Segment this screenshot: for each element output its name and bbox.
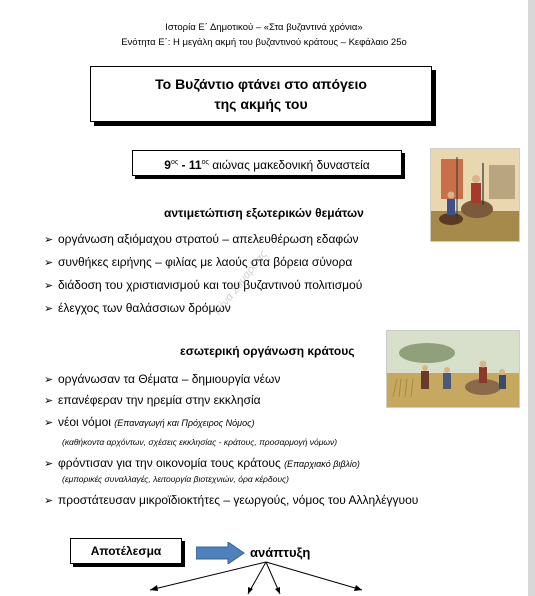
- result-box: Αποτέλεσμα: [70, 538, 182, 564]
- unit-header: Ενότητα Ε΄: Η μεγάλη ακμή του βυζαντινού κράτους – Κεφάλαιο 25ο: [121, 37, 407, 48]
- internal-heading: εσωτερική οργάνωση κράτους: [180, 344, 355, 358]
- century-end: 11: [188, 158, 202, 172]
- laws-details: (καθήκοντα αρχόντων, σχέσεις εκκλησίας - κράτους, προσαρμογή νόμων): [62, 437, 338, 447]
- laws-note: (Επαναγωγή και Πρόχειρος Νόμος): [114, 418, 255, 428]
- list-item: ➢ οργάνωσαν τα Θέματα – δημιουργία νέων: [44, 372, 281, 386]
- dynasty-text: αιώνας μακεδονική δυναστεία: [208, 158, 370, 172]
- arrow-bullet-icon: ➢: [44, 417, 54, 429]
- branch-arrows: [130, 560, 390, 596]
- list-item: ➢ οργάνωση αξιόμαχου στρατού – απελευθέρωση εδαφών: [44, 232, 359, 246]
- list-item: ➢ επανέφεραν την ηρεμία στην εκκλησία: [44, 393, 261, 407]
- watermark: Ρένα Σαμαρίνας: [212, 248, 270, 318]
- list-item: ➢ προστάτευσαν μικροϊδιοκτήτες – γεωργούς, νόμος του Αλληλέγγυου: [44, 493, 419, 507]
- arrow-bullet-icon: ➢: [44, 257, 54, 269]
- external-heading: αντιμετώπιση εξωτερικών θεμάτων: [164, 206, 364, 220]
- arrow-bullet-icon: ➢: [44, 234, 54, 246]
- economy-details: (εμπορικές συναλλαγές, λειτουργία βιοτεχνιών, όρα κέρδους): [62, 474, 290, 484]
- development-label: ανάπτυξη: [250, 545, 311, 560]
- century-start-suffix: ος: [170, 159, 179, 166]
- arrow-bullet-icon: ➢: [44, 374, 54, 386]
- subject-header: Ιστορία Ε΄ Δημοτικού – «Στα βυζαντινά χρόνια»: [165, 22, 363, 33]
- century-start: 9: [164, 158, 171, 172]
- list-item: ➢ διάδοση του χριστιανισμού και του βυζαντινού πολιτισμού: [44, 278, 363, 292]
- economy-note: (Επαρχιακό βιβλίο): [284, 459, 360, 469]
- list-item: ➢ έλεγχος των θαλάσσιων δρόμων: [44, 301, 231, 315]
- century-end-suffix: ος: [201, 159, 209, 166]
- arrow-bullet-icon: ➢: [44, 280, 54, 292]
- byzantine-knights-picture: [430, 148, 520, 242]
- dynasty-box: [132, 150, 402, 176]
- title-line-2: της ακμής του: [214, 96, 308, 112]
- arrow-bullet-icon: ➢: [44, 495, 54, 507]
- arrow-bullet-icon: ➢: [44, 303, 54, 315]
- arrow-bullet-icon: ➢: [44, 395, 54, 407]
- title-box: [90, 66, 432, 122]
- byzantine-farm-picture: [386, 330, 520, 408]
- century-dash: -: [178, 158, 189, 172]
- list-item: ➢ φρόντισαν για την οικονομία τους κράτους (Επαρχιακό βιβλίο): [44, 456, 360, 470]
- arrow-bullet-icon: ➢: [44, 458, 54, 470]
- list-item: ➢ νέοι νόμοι (Επαναγωγή και Πρόχειρος Νόμος): [44, 415, 255, 429]
- page-edge: [528, 0, 535, 596]
- list-item: ➢ συνθήκες ειρήνης – φιλίας με λαούς στα βόρεια σύνορα: [44, 255, 353, 269]
- title-line-1: Το Βυζάντιο φτάνει στο απόγειο: [155, 76, 367, 92]
